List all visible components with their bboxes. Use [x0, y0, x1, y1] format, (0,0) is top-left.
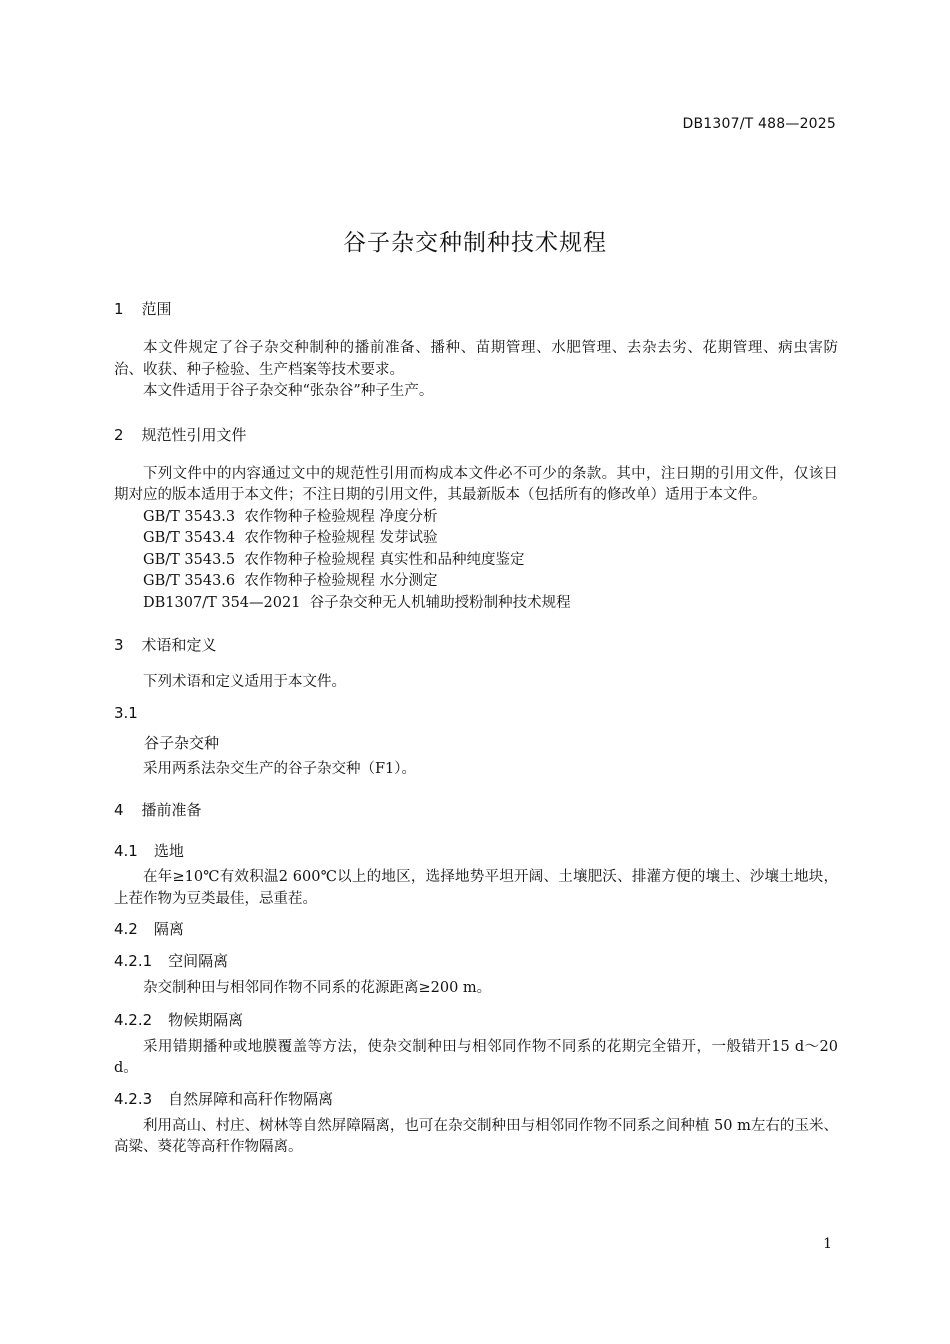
reference-item: DB1307/T 354—2021 谷子杂交种无人机辅助授粉制种技术规程 — [143, 594, 571, 611]
subsection-title: 隔离 — [153, 920, 184, 938]
section-title: 术语和定义 — [141, 636, 217, 654]
scope-paragraph-1: 本文件规定了谷子杂交种制种的播前准备、播种、苗期管理、水肥管理、去杂去劣、花期管理、病虫害防治、收获、种子检验、生产档案等技术要求。 — [114, 340, 838, 378]
subsection-4-2-heading — [114, 918, 838, 940]
subsection-number: 4.1 — [114, 842, 138, 860]
section-4-heading — [114, 799, 838, 821]
phenological-isolation-paragraph: 采用错期播种或地膜覆盖等方法，使杂交制种田与相邻同作物不同系的花期完全错开，一般错开15 d～20 d。 — [114, 1038, 838, 1076]
subsection-number: 4.2.3 — [114, 1089, 153, 1108]
term-name: 谷子杂交种 — [144, 733, 220, 752]
section-number: 1 — [114, 300, 124, 318]
subsection-number: 4.2.2 — [114, 1010, 153, 1029]
section-number: 2 — [114, 425, 124, 444]
spatial-isolation-paragraph: 杂交制种田与相邻同作物不同系的花源距离≥200 m。 — [143, 980, 492, 996]
section-title: 播前准备 — [141, 801, 202, 819]
reference-item: GB/T 3543.4 农作物种子检验规程 发芽试验 — [143, 530, 438, 546]
subsection-title: 选地 — [153, 842, 184, 860]
site-selection-paragraph: 在年≥10℃有效积温2 600℃以上的地区，选择地势平坦开阔、土壤肥沃、排灌方便的壤土、沙壤土地块，上茬作物为豆类最佳，忌重茬。 — [114, 869, 838, 907]
subsection-title: 空间隔离 — [168, 952, 229, 970]
standard-code: DB1307/T 488—2025 — [682, 116, 836, 132]
section-title: 规范性引用文件 — [141, 425, 247, 444]
section-number: 4 — [114, 801, 124, 819]
section-1-heading — [114, 298, 838, 320]
subsection-4-2-1-heading — [114, 950, 838, 972]
section-number: 3 — [114, 636, 124, 654]
subsection-title: 物候期隔离 — [168, 1010, 244, 1029]
term-definition: 采用两系法杂交生产的谷子杂交种（F1）。 — [143, 760, 417, 777]
subsection-4-2-2-heading — [114, 1009, 838, 1031]
document-body — [114, 298, 838, 1159]
scope-paragraph-2: 本文件适用于谷子杂交种“张杂谷”种子生产。 — [143, 383, 434, 399]
subsection-4-2-3-heading — [114, 1088, 838, 1110]
subsection-number: 4.2 — [114, 920, 138, 938]
reference-item: GB/T 3543.6 农作物种子检验规程 水分测定 — [143, 573, 438, 589]
terms-intro-paragraph: 下列术语和定义适用于本文件。 — [143, 674, 346, 690]
natural-barrier-paragraph: 利用高山、村庄、树林等自然屏障隔离，也可在杂交制种田与相邻同作物不同系之间种植 50 m左右的玉米、高粱、葵花等高秆作物隔离。 — [114, 1117, 838, 1155]
document-title: 谷子杂交种制种技术规程 — [343, 230, 607, 256]
reference-item: GB/T 3543.5 农作物种子检验规程 真实性和品种纯度鉴定 — [143, 551, 525, 568]
section-title: 范围 — [141, 300, 172, 318]
page-number: 1 — [823, 1236, 832, 1252]
term-number: 3.1 — [114, 703, 138, 722]
section-2-heading — [114, 424, 838, 446]
reference-item: GB/T 3543.3 农作物种子检验规程 净度分析 — [143, 508, 438, 525]
references-intro-paragraph: 下列文件中的内容通过文中的规范性引用而构成本文件必不可少的条款。其中，注日期的引用文件，仅该日期对应的版本适用于本文件；不注日期的引用文件，其最新版本（包括所有的修改单）适用于本文件。 — [114, 465, 838, 503]
subsection-number: 4.2.1 — [114, 952, 153, 970]
section-3-heading — [114, 634, 838, 656]
subsection-title: 自然屏障和高秆作物隔离 — [168, 1089, 334, 1108]
subsection-4-1-heading — [114, 840, 838, 862]
